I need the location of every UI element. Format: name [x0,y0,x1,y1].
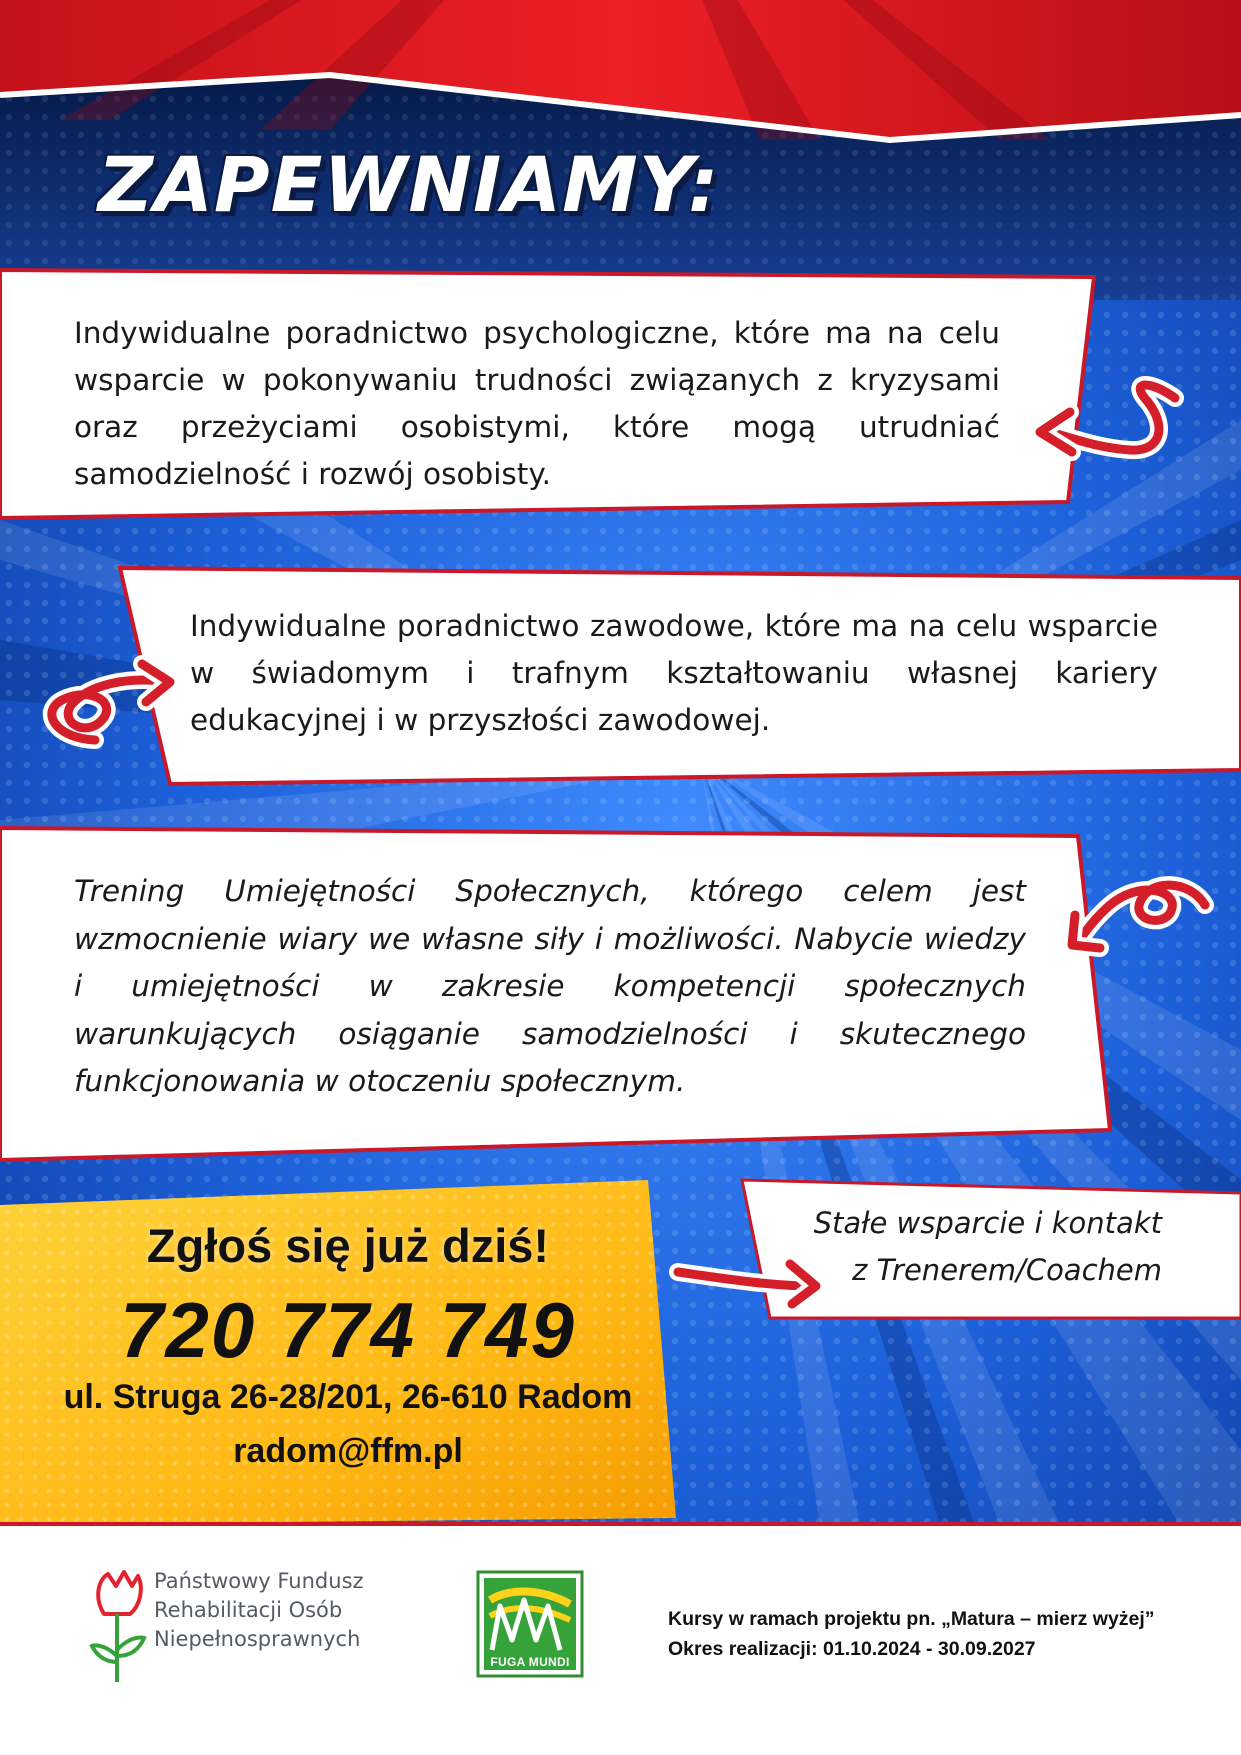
headline: ZAPEWNIAMY: [98,140,720,229]
pfron-tulip-logo [92,1572,144,1682]
cta-title: Zgłoś się już dziś! [146,1219,550,1272]
pfron-line: Niepełnosprawnych [154,1627,361,1651]
offer-text-line: Stałe wsparcie i kontakt [813,1206,1162,1240]
email-link[interactable]: radom@ffm.pl [233,1432,463,1470]
offer-text-line: z Trenerem/Coachem [852,1253,1162,1287]
fuga-mundi-label: FUGA MUNDI [490,1655,570,1669]
project-info [668,1604,1228,1664]
period-line: Okres realizacji: 01.10.2024 - 30.09.2027 [668,1638,1036,1660]
pfron-line: Państwowy Fundusz [154,1569,364,1593]
address: ul. Struga 26-28/201, 26-610 Radom [63,1378,633,1416]
offer-psychology [74,310,1000,498]
offer-career [190,603,1158,744]
offer-text: Indywidualne poradnictwo zawodowe, które ma na celu wsparcie w świadomym i trafnym kształtowaniu własnej kariery edukacyjnej i w przyszłości zawodowej. [190,609,1158,737]
offer-support [760,1200,1162,1294]
pfron-line: Rehabilitacji Osób [154,1598,343,1622]
offer-social-skills [74,868,1026,1106]
offer-text: Indywidualne poradnictwo psychologiczne, które ma na celu wsparcie w pokonywaniu trudności związanych z kryzysami oraz przeżyciami osobistymi, które mogą utrudniać samodzielność i rozwój osobisty. [74,316,1000,491]
project-line: Kursy w ramach projektu pn. „Matura – mierz wyżej” [668,1608,1155,1630]
offer-text: Trening Umiejętności Społecznych, którego celem jest wzmocnienie wiary we własne siły i możliwości. Nabycie wiedzy i umiejętności w zakresie kompetencji społecznych warunkujących osiąganie samodzielności i skutecznego funkcjonowania w otoczeniu społecznym. [74,874,1026,1098]
pfron-name [154,1567,414,1654]
phone-number[interactable]: 720 774 749 [120,1286,576,1374]
